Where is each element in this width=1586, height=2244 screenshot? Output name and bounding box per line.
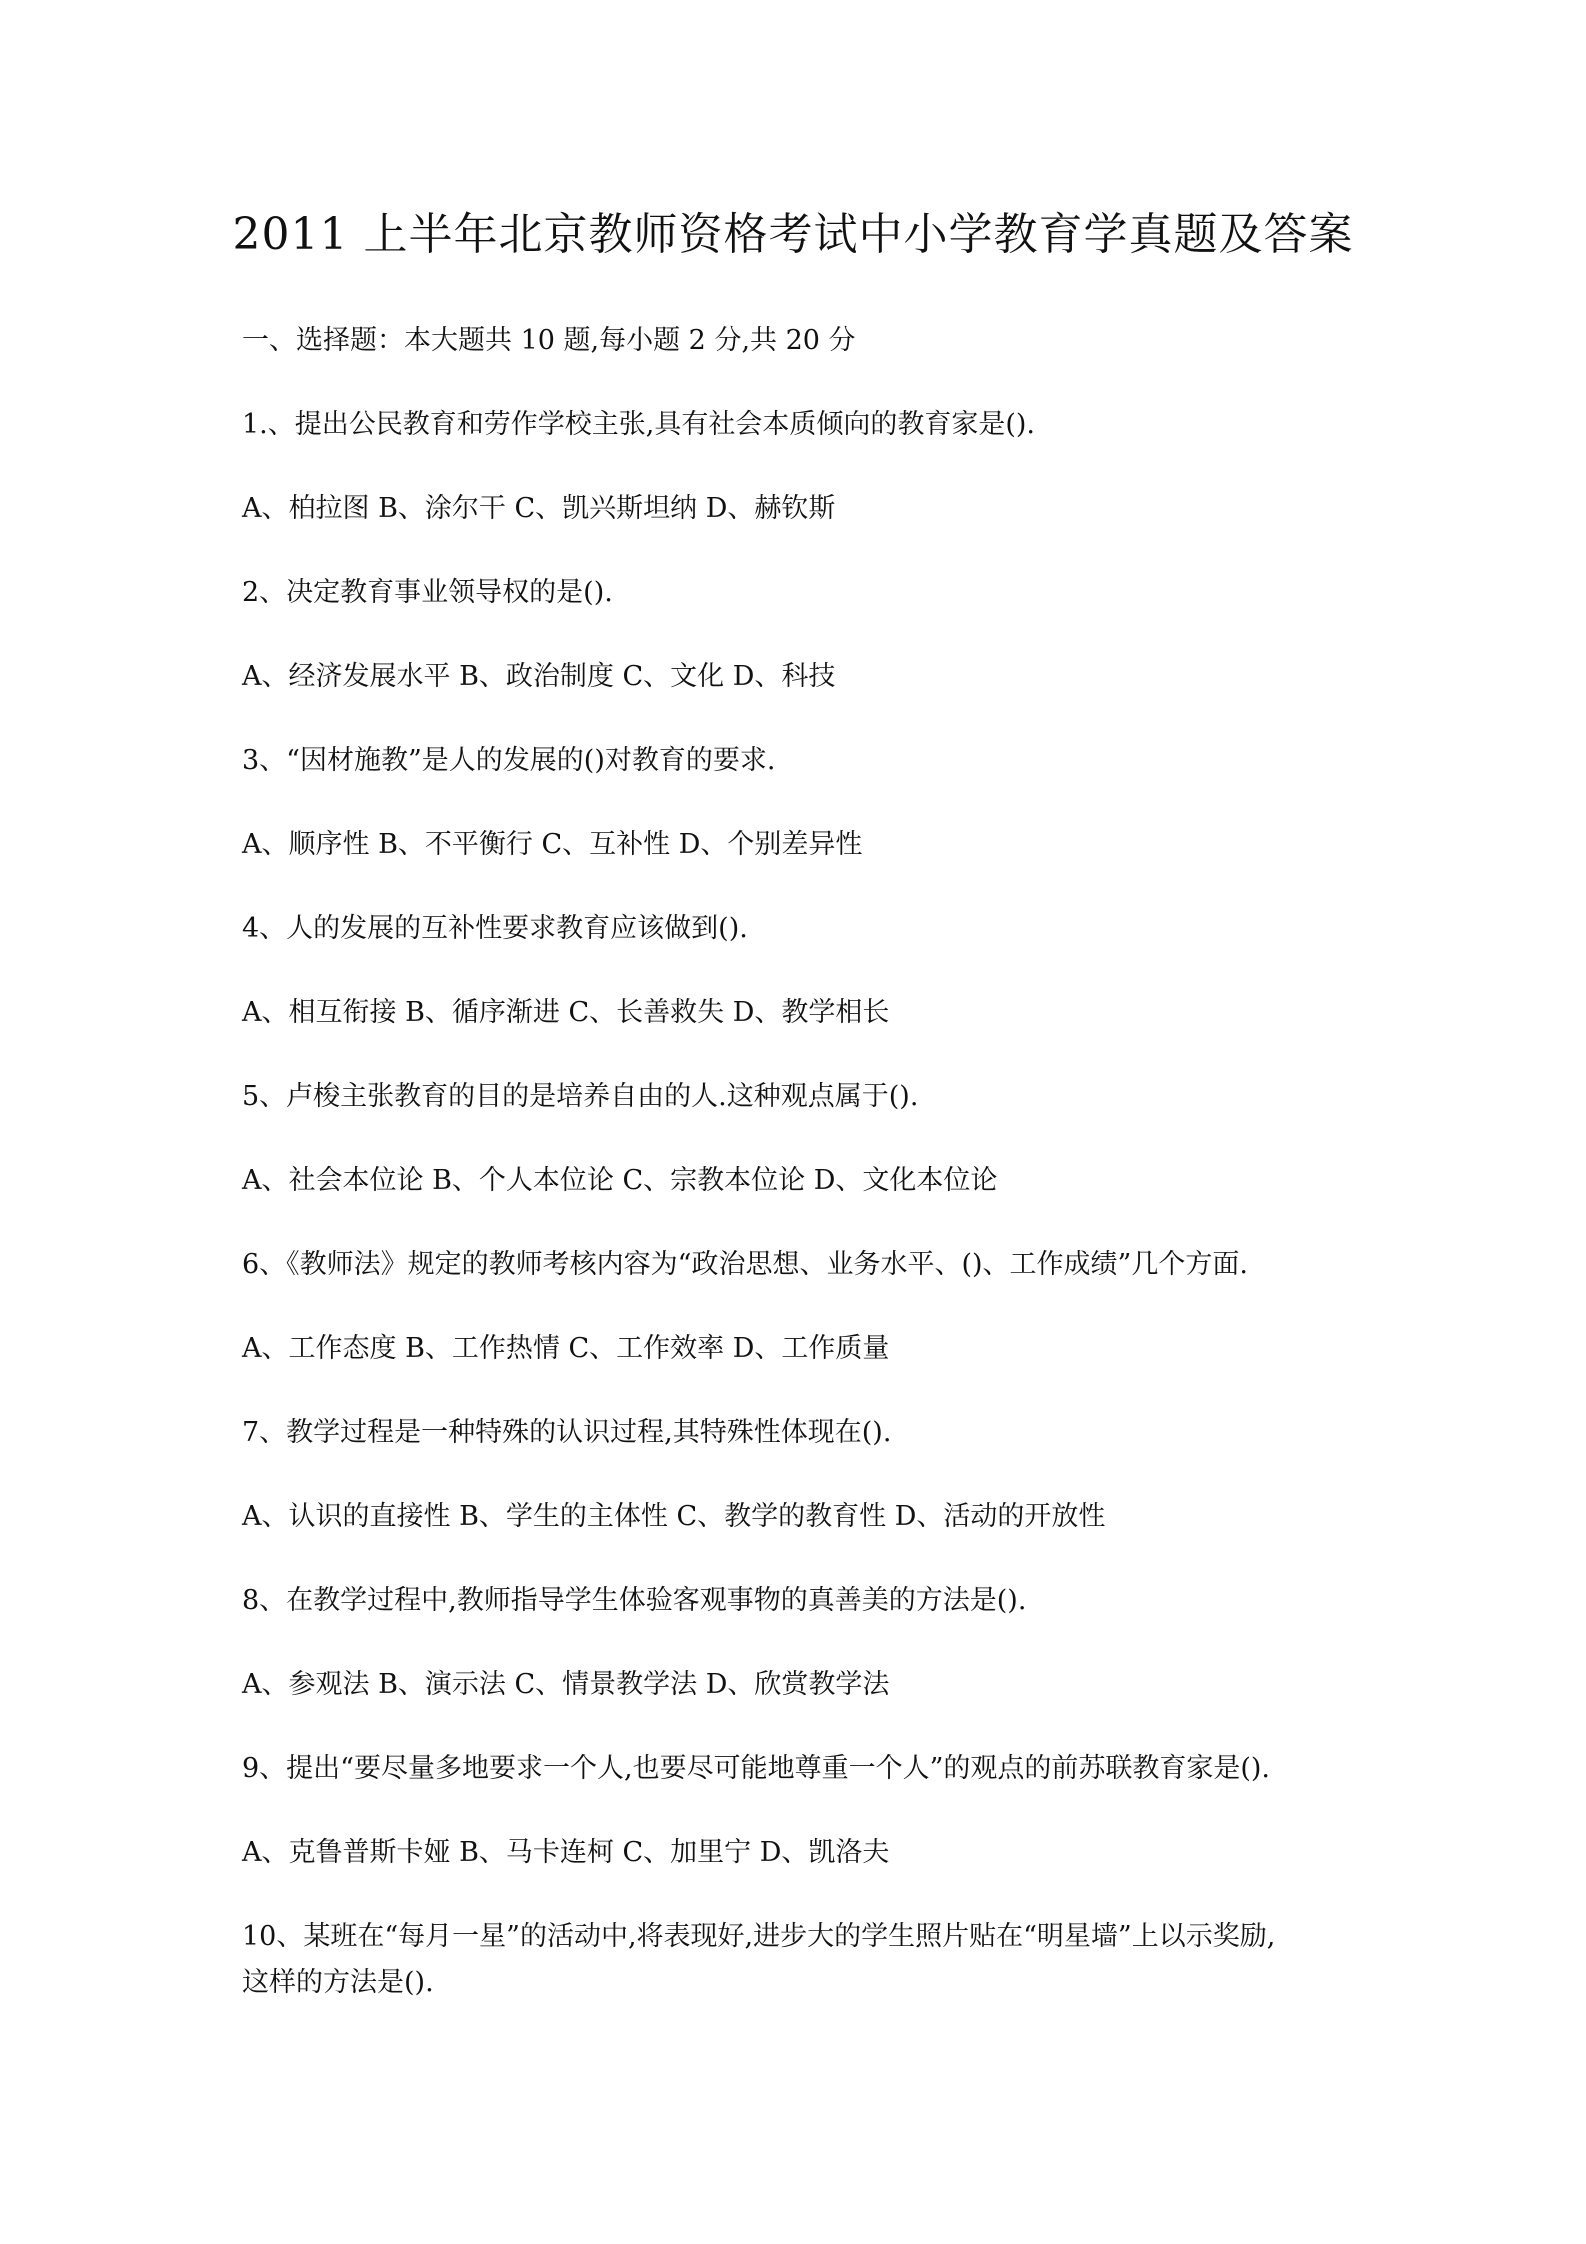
question-2: 2、决定教育事业领导权的是().: [242, 577, 613, 608]
question-10-line-2: 这样的方法是().: [242, 1967, 434, 1998]
question-6: 6、《教师法》规定的教师考核内容为“政治思想、业务水平、()、工作成绩”几个方面.: [242, 1249, 1248, 1280]
question-6-options: A、工作态度 B、工作热情 C、工作效率 D、工作质量: [242, 1333, 890, 1364]
question-8: 8、在教学过程中,教师指导学生体验客观事物的真善美的方法是().: [242, 1585, 1027, 1616]
document-title: 2011 上半年北京教师资格考试中小学教育学真题及答案: [232, 209, 1354, 260]
question-7: 7、教学过程是一种特殊的认识过程,其特殊性体现在().: [242, 1417, 892, 1448]
question-1-options: A、柏拉图 B、涂尔干 C、凯兴斯坦纳 D、赫钦斯: [242, 493, 836, 524]
question-5-options: A、社会本位论 B、个人本位论 C、宗教本位论 D、文化本位论: [242, 1165, 998, 1196]
question-2-options: A、经济发展水平 B、政治制度 C、文化 D、科技: [242, 661, 836, 692]
question-10-line-1: 10、某班在“每月一星”的活动中,将表现好,进步大的学生照片贴在“明星墙”上以示奖励,: [242, 1921, 1276, 1952]
question-9: 9、提出“要尽量多地要求一个人,也要尽可能地尊重一个人”的观点的前苏联教育家是().: [242, 1753, 1271, 1784]
question-4: 4、人的发展的互补性要求教育应该做到().: [242, 913, 748, 944]
question-4-options: A、相互衔接 B、循序渐进 C、长善救失 D、教学相长: [242, 997, 890, 1028]
question-1: 1.、提出公民教育和劳作学校主张,具有社会本质倾向的教育家是().: [242, 409, 1035, 440]
question-3-options: A、顺序性 B、不平衡行 C、互补性 D、个别差异性: [242, 829, 863, 860]
question-3: 3、“因材施教”是人的发展的()对教育的要求.: [242, 745, 776, 776]
question-8-options: A、参观法 B、演示法 C、情景教学法 D、欣赏教学法: [242, 1669, 890, 1700]
question-9-options: A、克鲁普斯卡娅 B、马卡连柯 C、加里宁 D、凯洛夫: [242, 1837, 890, 1868]
question-5: 5、卢梭主张教育的目的是培养自由的人.这种观点属于().: [242, 1081, 919, 1112]
question-7-options: A、认识的直接性 B、学生的主体性 C、教学的教育性 D、活动的开放性: [242, 1501, 1106, 1532]
section-heading: 一、选择题：本大题共 10 题,每小题 2 分,共 20 分: [242, 325, 856, 356]
